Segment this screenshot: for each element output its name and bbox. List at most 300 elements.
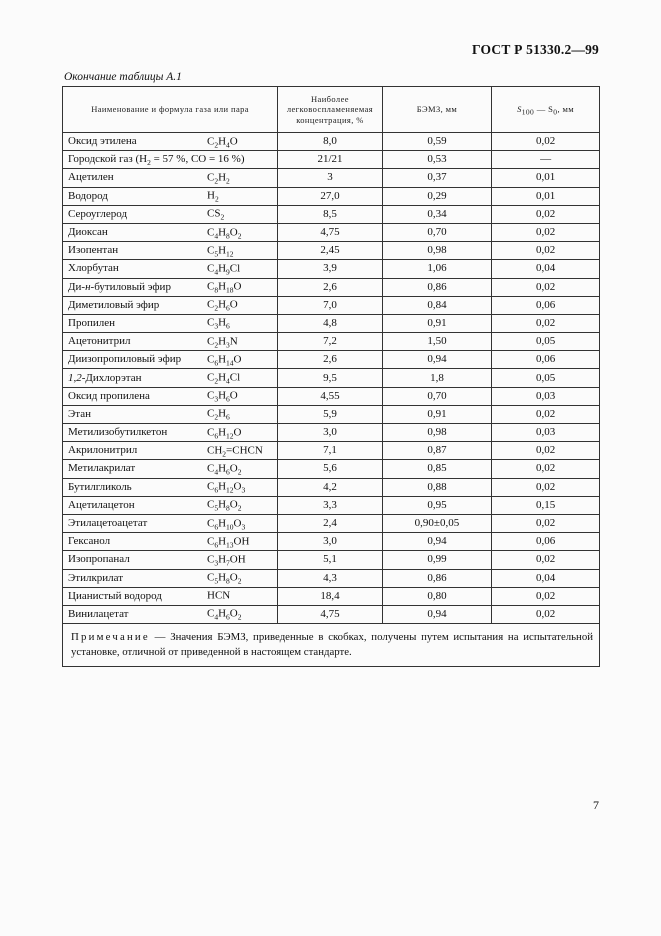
formula-part: C: [207, 517, 215, 530]
concentration-cell: 4,8: [278, 314, 383, 332]
gas-formula: [207, 373, 240, 384]
gas-formula: [207, 444, 263, 459]
bemz-cell: 0,87: [382, 442, 491, 460]
formula-part: C: [207, 498, 215, 511]
formula-part: H: [218, 298, 227, 311]
s-diff-cell: 0,02: [492, 278, 600, 296]
formula-subscript: 8: [226, 576, 230, 586]
gas-name-cell: [63, 260, 278, 278]
gas-name-text: Цианистый водород: [68, 589, 162, 602]
concentration-cell: 8,5: [278, 205, 383, 223]
formula-subscript: 3: [226, 340, 230, 350]
formula-part: HCN: [207, 589, 231, 602]
bemz-cell: 0,86: [382, 278, 491, 296]
s-diff-cell: 0,02: [492, 460, 600, 478]
concentration-cell: 4,55: [278, 387, 383, 405]
gas-name-text: Изопентан: [68, 244, 119, 257]
bemz-cell: 0,80: [382, 587, 491, 605]
s-diff-cell: 0,04: [492, 569, 600, 587]
page-number: 7: [593, 798, 599, 812]
gas-name: [68, 136, 137, 147]
note-row: [63, 624, 600, 667]
formula-part: C: [207, 571, 215, 584]
gas-formula: [207, 171, 230, 186]
formula-subscript: 12: [226, 431, 234, 441]
table-row: [63, 424, 600, 442]
concentration-cell: 7,0: [278, 296, 383, 314]
bemz-cell: 0,99: [382, 551, 491, 569]
formula-subscript: 6: [226, 303, 230, 313]
table-row: [63, 587, 600, 605]
gas-name-text: Водород: [68, 189, 108, 202]
gas-name: [68, 445, 137, 456]
formula-part: H: [218, 135, 227, 148]
formula-part: O: [229, 462, 238, 475]
table-row: [63, 296, 600, 314]
formula-part: O: [229, 135, 238, 148]
formula-subscript: 2: [214, 176, 219, 186]
gas-name: [68, 282, 171, 293]
gas-name: [68, 318, 115, 329]
s-sub-100: 100: [521, 107, 535, 117]
formula-subscript: 4: [214, 613, 219, 623]
table-row: [63, 242, 600, 260]
formula-subscript: 12: [226, 249, 234, 259]
bemz-cell: 0,86: [382, 569, 491, 587]
gas-name: [68, 554, 130, 565]
formula-part: O: [229, 571, 238, 584]
formula-subscript: 2: [214, 413, 219, 423]
formula-part: H: [218, 244, 227, 257]
concentration-cell: 3,3: [278, 496, 383, 514]
gas-name-cell: [63, 205, 278, 223]
gas-name-text: Пропилен: [68, 316, 115, 329]
formula-subscript: 2: [214, 194, 219, 204]
gas-name: [68, 391, 150, 402]
formula-subscript: 9: [226, 267, 230, 277]
gas-name-cell: [63, 369, 278, 387]
formula-subscript: 6: [214, 358, 219, 368]
formula-part: CS: [207, 207, 221, 220]
table-row: [63, 533, 600, 551]
concentration-cell: 5,9: [278, 405, 383, 423]
gas-name-text: Ацетилацетон: [68, 498, 135, 511]
formula-part: O: [229, 226, 238, 239]
gas-name-text: Метилизобутилкетон: [68, 426, 168, 439]
gas-name: [68, 153, 245, 168]
formula-part: C: [207, 335, 215, 348]
concentration-cell: 3,9: [278, 260, 383, 278]
gas-name-text: Ацетилен: [68, 171, 114, 184]
formula-subscript: 5: [214, 576, 219, 586]
note-cell: [63, 624, 600, 667]
gas-formula: [207, 426, 242, 441]
s-diff-cell: 0,02: [492, 478, 600, 496]
bemz-cell: 0,59: [382, 133, 491, 151]
formula-subscript: 2: [237, 504, 242, 514]
gas-name-tail: = 57 %, CO = 16 %): [150, 153, 245, 166]
bemz-cell: 0,70: [382, 387, 491, 405]
formula-subscript: 8: [226, 231, 230, 241]
header-bemz: БЭМЗ, мм: [382, 87, 491, 133]
gas-name-text: Этилацетоацетат: [68, 517, 148, 530]
bemz-cell: 0,94: [382, 605, 491, 623]
s-diff-cell: 0,03: [492, 424, 600, 442]
gas-name-cell: [63, 387, 278, 405]
gas-table: [62, 86, 600, 667]
gas-name-cell: [63, 460, 278, 478]
gas-formula: [207, 573, 242, 584]
formula-part: H: [218, 426, 227, 439]
gas-name-cell: [63, 351, 278, 369]
table-row: [63, 169, 600, 187]
bemz-cell: 1,06: [382, 260, 491, 278]
table-row: [63, 151, 600, 169]
gas-formula: [207, 535, 250, 550]
formula-part: C: [207, 226, 215, 239]
formula-subscript: 3: [214, 322, 219, 332]
bemz-cell: 0,91: [382, 314, 491, 332]
gas-name-cell: [63, 169, 278, 187]
formula-part: O: [233, 426, 242, 439]
gas-name-cell: [63, 587, 278, 605]
table-row: [63, 260, 600, 278]
gas-name-text: Оксид пропилена: [68, 389, 150, 402]
s-diff-cell: 0,02: [492, 242, 600, 260]
gas-name: [68, 463, 135, 474]
gas-name-text: Хлорбутан: [68, 262, 119, 275]
gas-name-cell: [63, 514, 278, 532]
concentration-cell: 3: [278, 169, 383, 187]
gas-formula: [207, 207, 225, 223]
formula-subscript: 10: [226, 522, 234, 532]
bemz-cell: 0,94: [382, 351, 491, 369]
formula-part: H: [218, 462, 227, 475]
formula-part: H: [218, 262, 227, 275]
formula-subscript: 4: [214, 267, 219, 277]
header-name: Наименование и формула газа или пара: [63, 87, 278, 133]
gas-formula: [207, 462, 242, 477]
gas-name-text: Диоксан: [68, 226, 108, 239]
gas-name-text: Ацетонитрил: [68, 335, 131, 348]
formula-part: H: [207, 189, 215, 202]
gas-formula: [207, 391, 238, 402]
bemz-cell: 0,91: [382, 405, 491, 423]
s-diff-cell: —: [492, 151, 600, 169]
formula-part: N: [229, 335, 238, 348]
gas-name: [68, 336, 130, 347]
gas-name: [68, 500, 135, 511]
gas-name-cell: [63, 442, 278, 460]
table-row: [63, 333, 600, 351]
s-diff-cell: 0,02: [492, 133, 600, 151]
concentration-cell: 2,45: [278, 242, 383, 260]
s-mid: — S: [534, 104, 554, 115]
gas-formula: [207, 226, 242, 241]
formula-part: H: [218, 607, 227, 620]
table-row: [63, 314, 600, 332]
s-diff-cell: 0,05: [492, 333, 600, 351]
formula-subscript: 2: [237, 613, 242, 623]
gas-name: [68, 191, 108, 202]
table-caption: Окончание таблицы А.1: [64, 71, 182, 83]
formula-subscript: 6: [214, 540, 219, 550]
concentration-cell: 3,0: [278, 424, 383, 442]
formula-subscript: 6: [226, 413, 230, 423]
header-s-diff: [492, 87, 600, 133]
formula-subscript: 3: [214, 394, 219, 404]
concentration-cell: 27,0: [278, 187, 383, 205]
formula-part: H: [218, 371, 227, 384]
gas-name-text: Гексанол: [68, 535, 111, 548]
table-row: [63, 369, 600, 387]
formula-part: H: [218, 480, 227, 493]
gas-name-text: Винилацетат: [68, 607, 129, 620]
bemz-cell: 0,98: [382, 242, 491, 260]
bemz-cell: 0,84: [382, 296, 491, 314]
s-diff-cell: 0,06: [492, 296, 600, 314]
gas-name: [68, 209, 127, 220]
gas-name: [68, 536, 110, 547]
gas-name-prefix: Ди-: [68, 280, 86, 293]
gas-name-cell: [63, 296, 278, 314]
gas-name-text: Оксид этилена: [68, 135, 137, 148]
formula-part: C: [207, 389, 215, 402]
s-diff-cell: 0,02: [492, 442, 600, 460]
bemz-cell: 0,53: [382, 151, 491, 169]
gas-name: [68, 482, 132, 493]
formula-part: H: [218, 571, 227, 584]
formula-part: OH: [233, 535, 250, 548]
s-diff-cell: 0,02: [492, 314, 600, 332]
formula-part: O: [229, 389, 238, 402]
gas-formula: [207, 498, 242, 514]
gas-name: [68, 300, 159, 311]
formula-part: H: [218, 407, 227, 420]
formula-subscript: 5: [214, 504, 219, 514]
s-diff-cell: 0,03: [492, 387, 600, 405]
formula-part: C: [207, 462, 215, 475]
gas-name-text: Изопропанал: [68, 553, 130, 566]
gas-name-cell: [63, 278, 278, 296]
formula-subscript: 6: [226, 467, 230, 477]
gas-name-cell: [63, 314, 278, 332]
gas-name-cell: [63, 533, 278, 551]
formula-subscript: 12: [226, 485, 234, 495]
gas-name-text: Метилакрилат: [68, 462, 136, 475]
gas-name: [68, 172, 114, 183]
gas-name: [68, 427, 167, 438]
formula-part: H: [218, 535, 227, 548]
gas-name-cell: [63, 424, 278, 442]
s-diff-cell: 0,02: [492, 223, 600, 241]
formula-subscript: 2: [220, 213, 225, 223]
formula-part: H: [218, 280, 227, 293]
table-row: [63, 514, 600, 532]
gas-name-cell: [63, 496, 278, 514]
formula-part: O: [233, 480, 242, 493]
table-row: [63, 460, 600, 478]
document-header: ГОСТ Р 51330.2—99: [472, 42, 599, 57]
s-diff-cell: 0,02: [492, 514, 600, 532]
gas-formula: [207, 191, 219, 202]
gas-name-cell: [63, 605, 278, 623]
formula-part: C: [207, 535, 215, 548]
gas-formula: [207, 335, 238, 350]
gas-formula: [207, 262, 241, 277]
table-row: [63, 442, 600, 460]
table-row: [63, 496, 600, 514]
formula-part: H: [218, 353, 227, 366]
formula-part: C: [207, 407, 215, 420]
formula-subscript: 14: [226, 358, 234, 368]
table-row: [63, 187, 600, 205]
gas-name-text: Бутилгликоль: [68, 480, 132, 493]
formula-subscript: 5: [214, 249, 219, 259]
bemz-cell: 0,70: [382, 223, 491, 241]
concentration-cell: 5,1: [278, 551, 383, 569]
formula-part: Cl: [229, 371, 241, 384]
gas-name-cell: [63, 333, 278, 351]
concentration-cell: 2,6: [278, 278, 383, 296]
gas-name-cell: [63, 405, 278, 423]
gas-name-italic: 1,2: [68, 371, 82, 384]
gas-name-cell: [63, 187, 278, 205]
concentration-cell: 21/21: [278, 151, 383, 169]
gas-name-text: -Дихлорэтан: [81, 371, 142, 384]
formula-subscript: 3: [241, 522, 246, 532]
formula-subscript: 2: [237, 576, 242, 586]
concentration-cell: 4,2: [278, 478, 383, 496]
gas-name: [68, 354, 181, 365]
gas-formula: [207, 316, 230, 332]
formula-subscript: 2: [214, 140, 219, 150]
formula-subscript: 2: [226, 176, 230, 186]
formula-subscript: 4: [226, 140, 230, 150]
concentration-cell: 8,0: [278, 133, 383, 151]
gas-name: [68, 245, 118, 256]
formula-subscript: 2: [237, 467, 242, 477]
s-diff-cell: 0,06: [492, 351, 600, 369]
formula-subscript: 7: [226, 558, 230, 568]
formula-part: O: [233, 280, 242, 293]
formula-part: O: [229, 298, 238, 311]
formula-part: H: [218, 171, 227, 184]
formula-subscript: 3: [241, 485, 246, 495]
s-tail: , мм: [557, 104, 575, 115]
formula-part: H: [218, 389, 227, 402]
formula-part: C: [207, 353, 215, 366]
formula-subscript: 6: [226, 613, 230, 623]
gas-name-cell: [63, 551, 278, 569]
gas-formula: [207, 553, 246, 568]
bemz-cell: 0,88: [382, 478, 491, 496]
gas-formula: [207, 482, 245, 493]
formula-subscript: 8: [214, 285, 219, 295]
bemz-cell: 0,37: [382, 169, 491, 187]
formula-part: OH: [229, 553, 246, 566]
bemz-cell: 0,90±0,05: [382, 514, 491, 532]
formula-part: C: [207, 426, 215, 439]
gas-name-cell: [63, 242, 278, 260]
s-diff-cell: 0,05: [492, 369, 600, 387]
s-diff-cell: 0,04: [492, 260, 600, 278]
s-diff-cell: 0,02: [492, 551, 600, 569]
formula-part: O: [233, 517, 242, 530]
formula-part: C: [207, 171, 215, 184]
formula-subscript: 2: [214, 376, 219, 386]
gas-name-text: Городской газ (H: [68, 153, 148, 166]
formula-subscript: 2: [222, 449, 227, 459]
table-row: [63, 223, 600, 241]
formula-subscript: 18: [226, 285, 234, 295]
formula-subscript: 2: [214, 303, 219, 313]
concentration-cell: 4,3: [278, 569, 383, 587]
formula-subscript: 6: [214, 431, 219, 441]
formula-subscript: 2: [214, 340, 219, 350]
gas-name-text: -бутиловый эфир: [90, 280, 171, 293]
gas-name: [68, 573, 123, 584]
gas-name-cell: [63, 478, 278, 496]
formula-subscript: 4: [226, 376, 230, 386]
bemz-cell: 0,98: [382, 424, 491, 442]
formula-part: C: [207, 135, 215, 148]
concentration-cell: 7,2: [278, 333, 383, 351]
table-row: [63, 351, 600, 369]
bemz-cell: 0,94: [382, 533, 491, 551]
formula-part: O: [229, 498, 238, 511]
formula-part: C: [207, 280, 215, 293]
formula-subscript: 2: [237, 231, 242, 241]
gas-name-cell: [63, 133, 278, 151]
concentration-cell: 2,4: [278, 514, 383, 532]
gas-name-cell: [63, 223, 278, 241]
note-text: — Значения БЭМЗ, приведенные в скобках, получены путем испытания на испытательной установке, отличной от приведенной в настоящем стандарте.: [71, 631, 593, 659]
bemz-cell: 0,34: [382, 205, 491, 223]
formula-subscript: 8: [226, 504, 230, 514]
s-diff-cell: 0,02: [492, 605, 600, 623]
table-row: [63, 387, 600, 405]
formula-part: H: [218, 335, 227, 348]
formula-part: H: [218, 226, 227, 239]
bemz-cell: 0,85: [382, 460, 491, 478]
bemz-cell: 0,29: [382, 187, 491, 205]
formula-part: C: [207, 262, 215, 275]
gas-name-text: Этилкрилат: [68, 571, 124, 584]
gas-name-italic: н: [85, 280, 91, 293]
gas-formula: [207, 353, 242, 368]
gas-name: [68, 373, 142, 384]
gas-formula: [207, 517, 246, 532]
s-diff-cell: 0,02: [492, 405, 600, 423]
gas-name: [68, 518, 147, 529]
header-concentration: Наиболее легковоспламеняемая концентрация, %: [278, 87, 383, 133]
formula-part: C: [207, 553, 215, 566]
formula-subscript: 6: [226, 394, 230, 404]
gas-formula: [207, 135, 238, 150]
formula-part: O: [229, 607, 238, 620]
concentration-cell: 2,6: [278, 351, 383, 369]
concentration-cell: 4,75: [278, 223, 383, 241]
formula-part: H: [218, 498, 227, 511]
formula-part: =CHCN: [226, 444, 263, 457]
gas-name: [68, 591, 162, 602]
gas-name: [68, 609, 128, 620]
concentration-cell: 5,6: [278, 460, 383, 478]
formula-part: CH: [207, 444, 223, 457]
concentration-cell: 4,75: [278, 605, 383, 623]
formula-part: C: [207, 244, 215, 257]
